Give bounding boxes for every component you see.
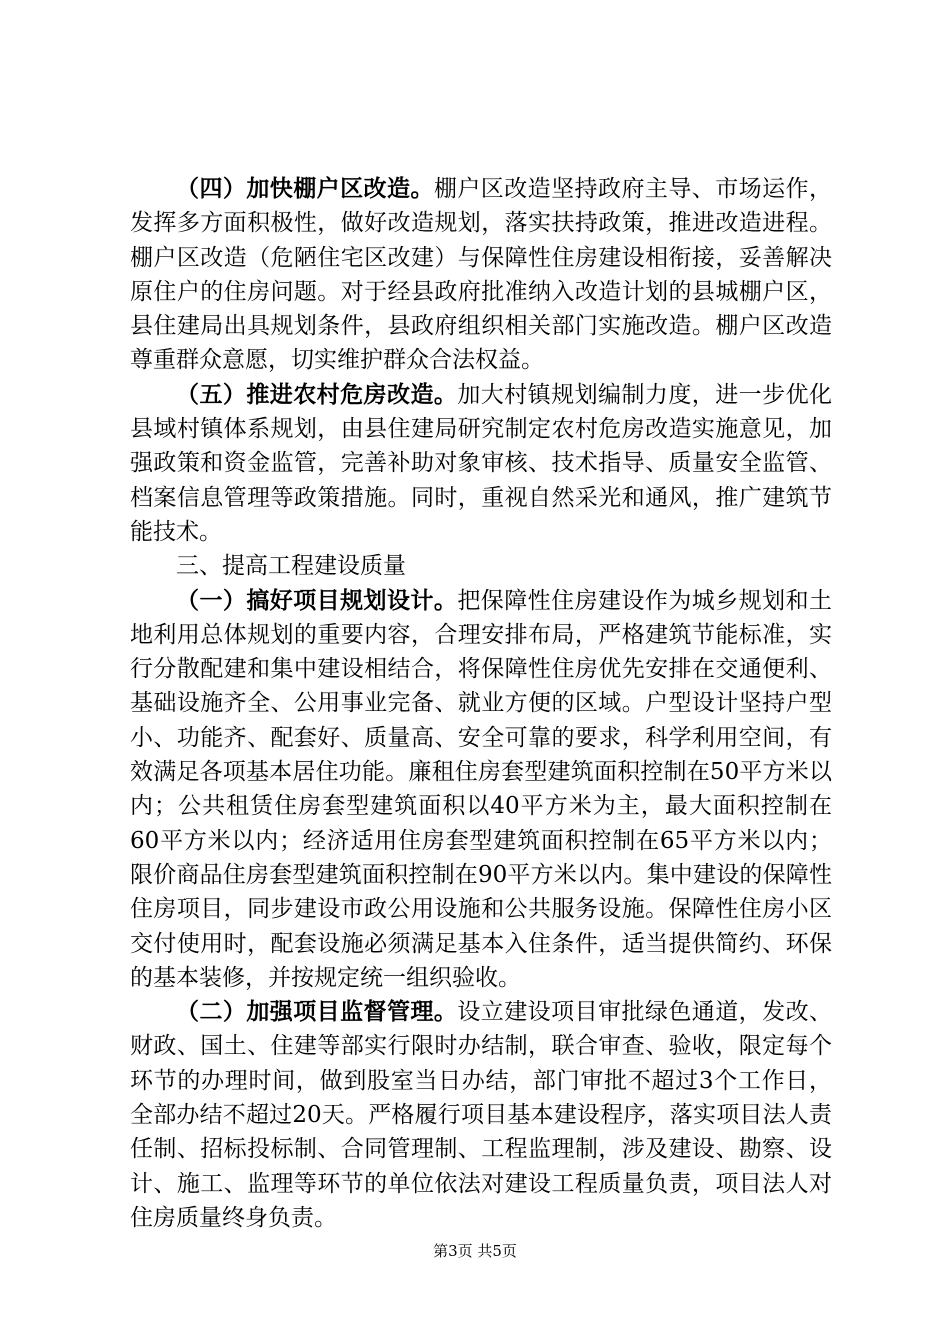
section-heading: 三、提高工程建设质量 [176,553,406,580]
paragraph-supervision [130,995,832,1235]
page-footer: 第3页 共5页 [433,1242,517,1260]
paragraph-shantytown [130,172,832,378]
paragraph-text: 加大村镇规划编制力度，进一步优化县域村镇体系规划，由县住建局研究制定农村危房改造实施意见，加强政策和资金监管，完善补助对象审核、技术指导、质量安全监管、档案信息管理等政策措施。同时，重视自然采光和通风，推广建筑节能技术。 [130,381,833,545]
paragraph-text: 棚户区改造坚持政府主导、市场运作，发挥多方面积极性，做好改造规划，落实扶持政策，推进改造进程。棚户区改造（危陋住宅区改建）与保障性住房建设相衔接，妥善解决原住户的住房问题。对于经县政府批准纳入改造计划的县城棚户区，县住建局出具规划条件，县政府组织相关部门实施改造。棚户区改造尊重群众意愿，切实维护群众合法权益。 [130,176,833,374]
paragraph-lead: （二）加强项目监督管理。 [176,999,458,1026]
paragraph-planning-design [130,584,832,996]
paragraph-text: 设立建设项目审批绿色通道，发改、财政、国土、住建等部实行限时办结制，联合审查、验收，限定每个环节的办理时间，做到股室当日办结，部门审批不超过3个工作日，全部办结不超过20天。严格履行项目基本建设程序，落实项目法人责任制、招标投标制、合同管理制、工程监理制，涉及建设、勘察、设计、施工、监理等环节的单位依法对建设工程质量负责，项目法人对住房质量终身负责。 [130,999,833,1231]
document-body [130,172,832,1235]
paragraph-lead: （五）推进农村危房改造。 [176,381,458,408]
paragraph-lead: （一）搞好项目规划设计。 [176,587,458,614]
paragraph-rural-housing [130,378,832,549]
paragraph-lead: （四）加快棚户区改造。 [176,176,434,202]
paragraph-text: 把保障性住房建设作为城乡规划和土地利用总体规划的重要内容，合理安排布局，严格建筑节能标准，实行分散配建和集中建设相结合，将保障性住房优先安排在交通便利、基础设施齐全、公用事业完备、就业方便的区域。户型设计坚持户型小、功能齐、配套好、质量高、安全可靠的要求，科学利用空间，有效满足各项基本居住功能。廉租住房套型建筑面积控制在50平方米以内；公共租赁住房套型建筑面积以40平方米为主，最大面积控制在60平方米以内；经济适用住房套型建筑面积控制在65平方米以内；限价商品住房套型建筑面积控制在90平方米以内。集中建设的保障性住房项目，同步建设市政公用设施和公共服务设施。保障性住房小区交付使用时，配套设施必须满足基本入住条件，适当提供简约、环保的基本装修，并按规定统一组织验收。 [130,587,833,991]
